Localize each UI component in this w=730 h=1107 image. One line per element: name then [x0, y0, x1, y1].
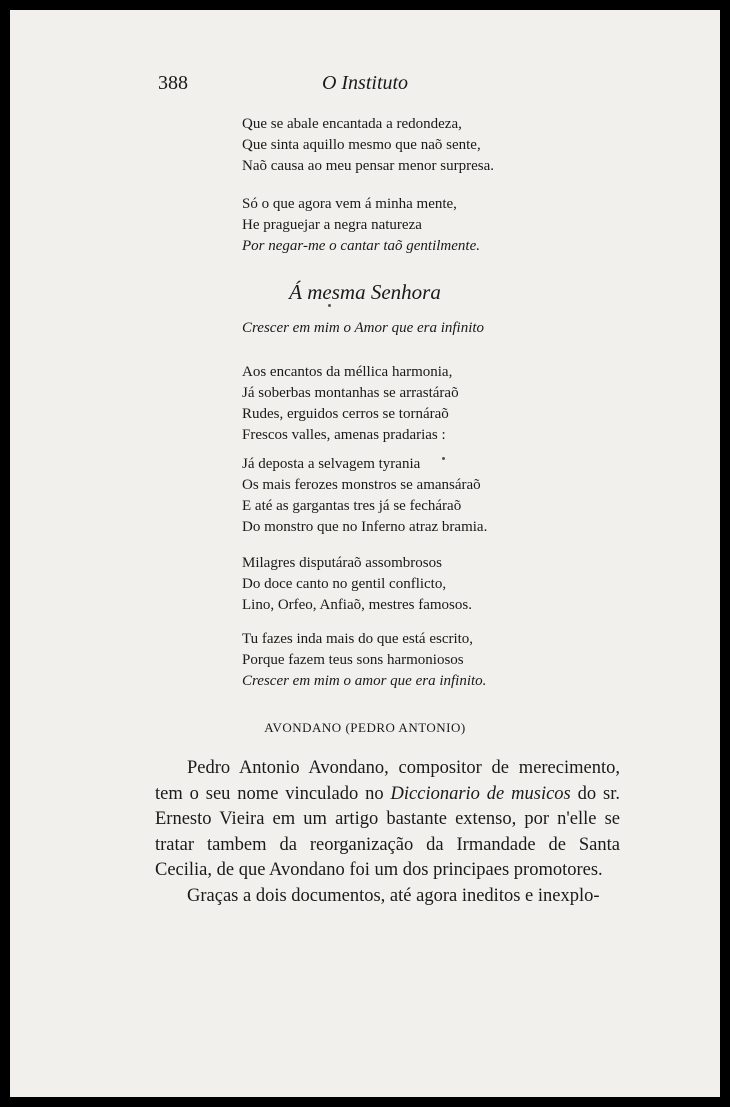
book-page [10, 10, 720, 1097]
verse-line: Já deposta a selvagem tyrania [242, 456, 421, 472]
verse-line: Só o que agora vem á minha mente, [242, 196, 457, 212]
verse-line: Crescer em mim o amor que era infinito. [242, 673, 487, 689]
verse-line: Os mais ferozes monstros se amansáraõ [242, 477, 481, 493]
stanza [242, 629, 486, 692]
stanza [242, 553, 472, 616]
prose-body [155, 756, 620, 909]
verse-line: Tu fazes inda mais do que está escrito, [242, 631, 474, 647]
verse-line: Do monstro que no Inferno atraz bramia. [242, 519, 488, 535]
verse-line: Milagres disputáraõ assombrosos [242, 555, 442, 571]
paragraph [155, 756, 620, 884]
dictionary-title: Diccionario de musicos [390, 783, 571, 804]
verse-line: Já soberbas montanhas se arrastáraõ [242, 385, 459, 401]
scan-speck [328, 304, 331, 307]
verse-line: E até as gargantas tres já se fecháraõ [242, 498, 462, 514]
verse-line: Do doce canto no gentil conflicto, [242, 576, 447, 592]
epigraph: Crescer em mim o Amor que era infinito [242, 320, 485, 336]
scan-speck [442, 457, 445, 460]
verse-line: Frescos valles, amenas pradarias : [242, 427, 446, 443]
paragraph-text: do sr. Ernesto Vieira em um artigo bastante extenso, por n'elle se tratar tambem da reorganização da Irmandade de Santa Cecilia, de que Avondano foi um dos principaes promotores. [155, 783, 620, 880]
paragraph: Graças a dois documentos, até agora ineditos e inexplo- [187, 885, 600, 906]
stanza [242, 454, 487, 538]
verse-line: Rudes, erguidos cerros se tornáraõ [242, 406, 449, 422]
verse-line: Que sinta aquillo mesmo que naõ sente, [242, 137, 481, 153]
verse-line: He praguejar a negra natureza [242, 217, 422, 233]
running-title: O Instituto [321, 72, 409, 94]
verse-line: Porque fazem teus sons harmoniosos [242, 652, 464, 668]
stanza [242, 114, 494, 177]
section-title: Á mesma Senhora [289, 280, 441, 304]
verse-line: Lino, Orfeo, Anfiaõ, mestres famosos. [242, 597, 472, 613]
page-header [10, 72, 720, 102]
stanza [242, 194, 480, 257]
verse-line: Por negar-me o cantar taõ gentilmente. [242, 238, 480, 254]
verse-line: Naõ causa ao meu pensar menor surpresa. [242, 158, 494, 174]
paragraph-text: Pedro Antonio Avondano, compositor de merecimento, tem o seu nome vinculado no [155, 758, 620, 804]
page-number: 388 [158, 72, 188, 94]
verse-line: Que se abale encantada a redondeza, [242, 116, 462, 132]
stanza [242, 362, 459, 446]
bio-heading: AVONDANO (PEDRO ANTONIO) [264, 720, 466, 735]
verse-line: Aos encantos da méllica harmonia, [242, 364, 453, 380]
